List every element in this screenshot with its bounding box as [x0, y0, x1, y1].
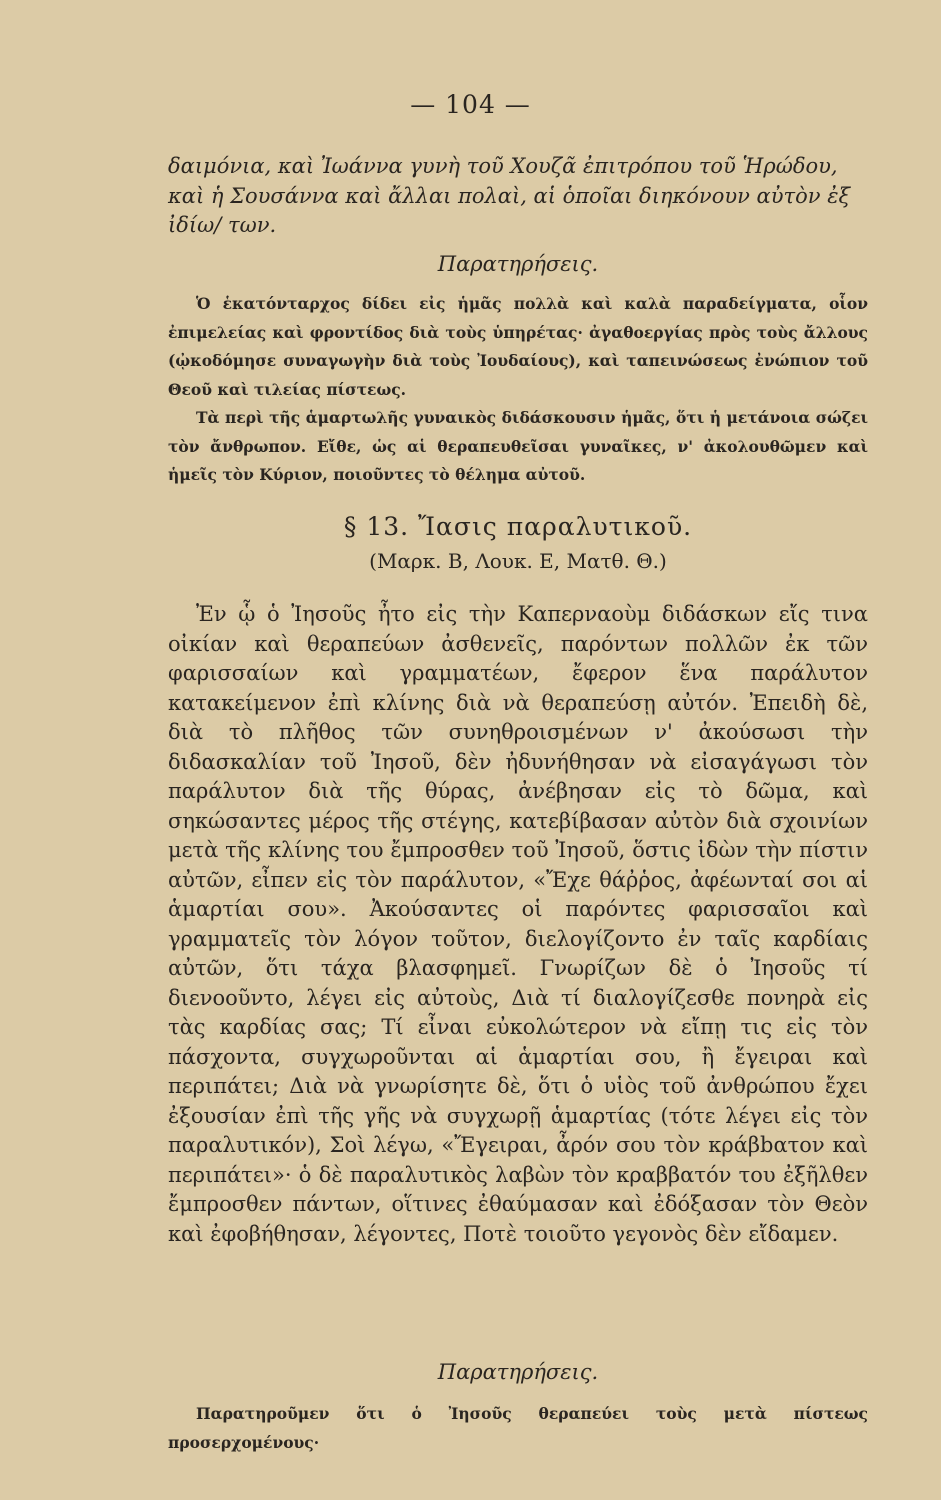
remarks-paragraph: Ὁ ἑκατόνταρχος δίδει εἰς ἡμᾶς πολλὰ καὶ καλὰ παραδείγματα, οἷον ἐπιμελείας καὶ φροντίδος διὰ τοὺς ὑπηρέτας· ἀγαθοεργίας πρὸς τοὺς ἄλλους (ᾠκοδόμησε συναγωγὴν διὰ τοὺς Ἰουδαίους), καὶ ταπεινώσεως ἐνώπιον τοῦ Θεοῦ καὶ τιλείας πίστεως. — [168, 294, 868, 399]
remarks-heading-1-wrap — [168, 252, 868, 276]
section-reference: (Μαρκ. Β, Λουκ. Ε, Ματθ. Θ.) — [369, 549, 667, 573]
continuation-text — [168, 152, 868, 241]
section-heading — [168, 512, 868, 573]
remarks-1 — [168, 290, 868, 490]
continuation-line: δαιμόνια, καὶ Ἰωάννα γυνὴ τοῦ Χουζᾶ ἐπιτρόπου τοῦ Ἡρώδου, — [168, 154, 838, 178]
section-title: § 13. Ἴασις παραλυτικοῦ. — [343, 512, 693, 541]
page-number: — 104 — — [410, 90, 531, 119]
remarks-paragraph: Παρατηροῦμεν ὅτι ὁ Ἰησοῦς θεραπεύει τοὺς μετὰ πίστεως προσερχομένους· — [168, 1404, 868, 1452]
remarks-paragraph: Τὰ περὶ τῆς ἁμαρτωλῆς γυναικὸς διδάσκουσιν ἡμᾶς, ὅτι ἡ μετάνοια σώζει τὸν ἄνθρωπον. Εἴθε, ὡς αἱ θεραπευθεῖσαι γυναῖκες, ν' ἀκολουθῶμεν καὶ ἡμεῖς τὸν Κύριον, ποιοῦντες τὸ θέλημα αὐτοῦ. — [168, 408, 868, 484]
main-narrative — [168, 600, 868, 1249]
remarks-heading: Παρατηρήσεις. — [437, 1360, 599, 1384]
continuation-line: ἰδίω/ των. — [168, 213, 277, 237]
remarks-heading: Παρατηρήσεις. — [437, 252, 599, 276]
continuation-line: καὶ ἡ Σουσάννα καὶ ἄλλαι πολαὶ, αἱ ὁποῖαι διηκόνουν αὐτὸν ἐξ — [168, 183, 851, 208]
remarks-2 — [168, 1400, 868, 1457]
remarks-heading-2-wrap — [168, 1360, 868, 1384]
main-paragraph: Ἐν ᾧ ὁ Ἰησοῦς ἦτο εἰς τὴν Καπερναοὺμ διδάσκων εἴς τινα οἰκίαν καὶ θεραπεύων ἀσθενεῖς, παρόντων πολλῶν ἐκ τῶν φαρισσαίων καὶ γραμματέων, ἔφερον ἕνα παράλυτον κατακείμενον ἐπὶ κλίνης διὰ νὰ θεραπεύσῃ αὐτόν. Ἐπειδὴ δὲ, διὰ τὸ πλῆθος τῶν συνηθροισμένων ν' ἀκούσωσι τὴν διδασκαλίαν τοῦ Ἰησοῦ, δὲν ἠδυνήθησαν νὰ εἰσαγάγωσι τὸν παράλυτον διὰ τῆς θύρας, ἀνέβησαν εἰς τὸ δῶμα, καὶ σηκώσαντες μέρος τῆς στέγης, κατεβίβασαν αὐτὸν διὰ σχοινίων μετὰ τῆς κλίνης του ἔμπροσθεν τοῦ Ἰησοῦ, ὅστις ἰδὼν τὴν πίστιν αὐτῶν, εἶπεν εἰς τὸν παράλυτον, «Ἔχε θάῤῥος, ἀφέωνταί σοι αἱ ἁμαρτίαι σου». Ἀκούσαντες οἱ παρόντες φαρισσαῖοι καὶ γραμματεῖς τὸν λόγον τοῦτον, διελογίζοντο ἐν ταῖς καρδίαις αὐτῶν, ὅτι τάχα βλασφημεῖ. Γνωρίζων δὲ ὁ Ἰησοῦς τί διενοοῦντο, λέγει εἰς αὐτοὺς, Διὰ τί διαλογίζεσθε πονηρὰ εἰς τὰς καρδίας σας; Τί εἶναι εὐκολώτερον νὰ εἴπῃ τις εἰς τὸν πάσχοντα, συγχωροῦνται αἱ ἁμαρτίαι σου, ἢ ἔγειραι καὶ περιπάτει; Διὰ νὰ γνωρίσητε δὲ, ὅτι ὁ υἱὸς τοῦ ἀνθρώπου ἔχει ἐξουσίαν ἐπὶ τῆς γῆς νὰ συγχωρῇ ἁμαρτίας (τότε λέγει εἰς τὸν παραλυτικόν), Σοὶ λέγω, «Ἔγειραι, ἆρόν σου τὸν κράβbατον καὶ περιπάτει»· ὁ δὲ παραλυτικὸς λαβὼν τὸν κραββατόν του ἐξῆλθεν ἔμπροσθεν πάντων, οἵτινες ἐθαύμασαν καὶ ἐδόξασαν τὸν Θεὸν καὶ ἐφοβήθησαν, λέγοντες, Ποτὲ τοιοῦτο γεγονὸς δὲν εἴδαμεν. — [168, 602, 868, 1246]
